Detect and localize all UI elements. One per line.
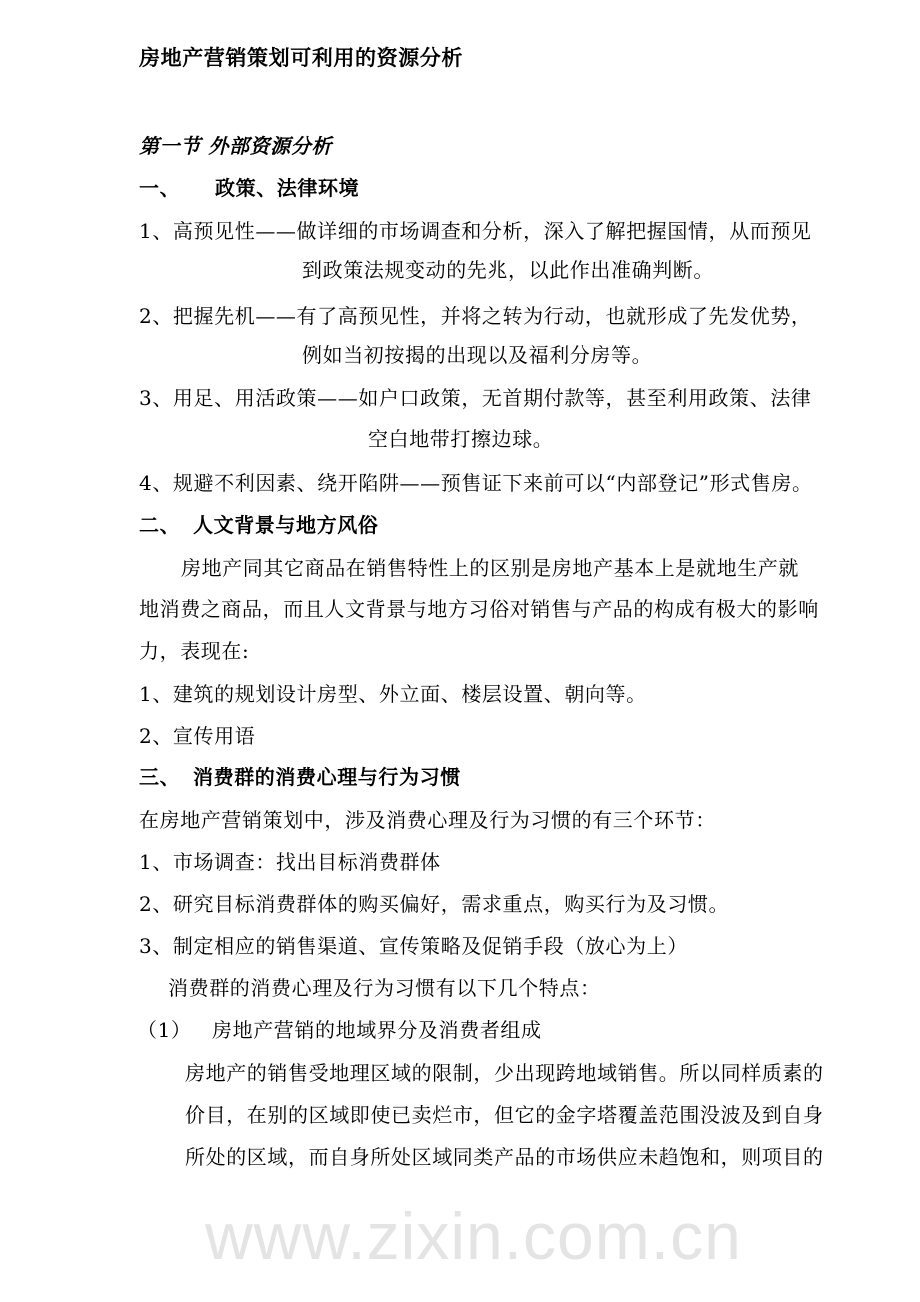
- document-title: 房地产营销策划可利用的资源分析: [139, 46, 463, 70]
- section-heading: 第一节 外部资源分析: [139, 134, 332, 158]
- list-item: 3、用足、用活政策——如户口政策，无首期付款等，甚至利用政策、法律: [139, 386, 812, 410]
- watermark: www.zixin.com.cn: [205, 1199, 742, 1273]
- paragraph-line: 力，表现在:: [139, 639, 250, 663]
- subheading: 房地产营销的地域界分及消费者组成: [212, 1018, 542, 1042]
- heading-1: 政策、法律环境: [215, 176, 360, 200]
- heading-3-number: 三、: [139, 765, 181, 789]
- list-item: 2、宣传用语: [139, 724, 256, 748]
- list-item-continuation: 例如当初按揭的出现以及福利分房等。: [302, 343, 653, 367]
- subheading-number: （1）: [137, 1018, 192, 1042]
- paragraph-line: 房地产的销售受地理区域的限制，少出现跨地域销售。所以同样质素的: [185, 1061, 824, 1085]
- list-item: 3、制定相应的销售渠道、宣传策略及促销手段（放心为上）: [139, 934, 688, 958]
- list-item: 1、建筑的规划设计房型、外立面、楼层设置、朝向等。: [139, 682, 647, 706]
- paragraph-line: 消费群的消费心理及行为习惯有以下几个特点：: [168, 976, 601, 1000]
- list-item-continuation: 空白地带打擦边球。: [368, 427, 554, 451]
- paragraph-line: 地消费之商品，而且人文背景与地方习俗对销售与产品的构成有极大的影响: [139, 597, 819, 621]
- heading-3: 消费群的消费心理与行为习惯: [193, 765, 461, 789]
- heading-2-number: 二、: [139, 513, 181, 537]
- list-item-continuation: 到政策法规变动的先兆，以此作出准确判断。: [302, 258, 714, 282]
- list-item: 2、研究目标消费群体的购买偏好，需求重点，购买行为及习惯。: [139, 892, 730, 916]
- heading-2: 人文背景与地方风俗: [193, 513, 379, 537]
- paragraph-line: 在房地产营销策划中，涉及消费心理及行为习惯的有三个环节：: [139, 808, 716, 832]
- paragraph-line: 价目，在别的区域即使已卖烂市，但它的金字塔覆盖范围没波及到自身: [185, 1103, 824, 1127]
- list-item: 1、高预见性——做详细的市场调查和分析，深入了解把握国情，从而预见: [139, 219, 812, 243]
- heading-1-number: 一、: [139, 176, 181, 200]
- paragraph-line: 所处的区域，而自身所处区域同类产品的市场供应未趋饱和，则项目的: [185, 1145, 824, 1169]
- list-item: 4、规避不利因素、绕开陷阱——预售证下来前可以“内部登记”形式售房。: [139, 471, 813, 495]
- list-item: 1、市场调查：找出目标消费群体: [139, 850, 441, 874]
- list-item: 2、把握先机——有了高预见性，并将之转为行动，也就形成了先发优势，: [139, 304, 812, 328]
- paragraph-line: 房地产同其它商品在销售特性上的区别是房地产基本上是就地生产就: [181, 556, 799, 580]
